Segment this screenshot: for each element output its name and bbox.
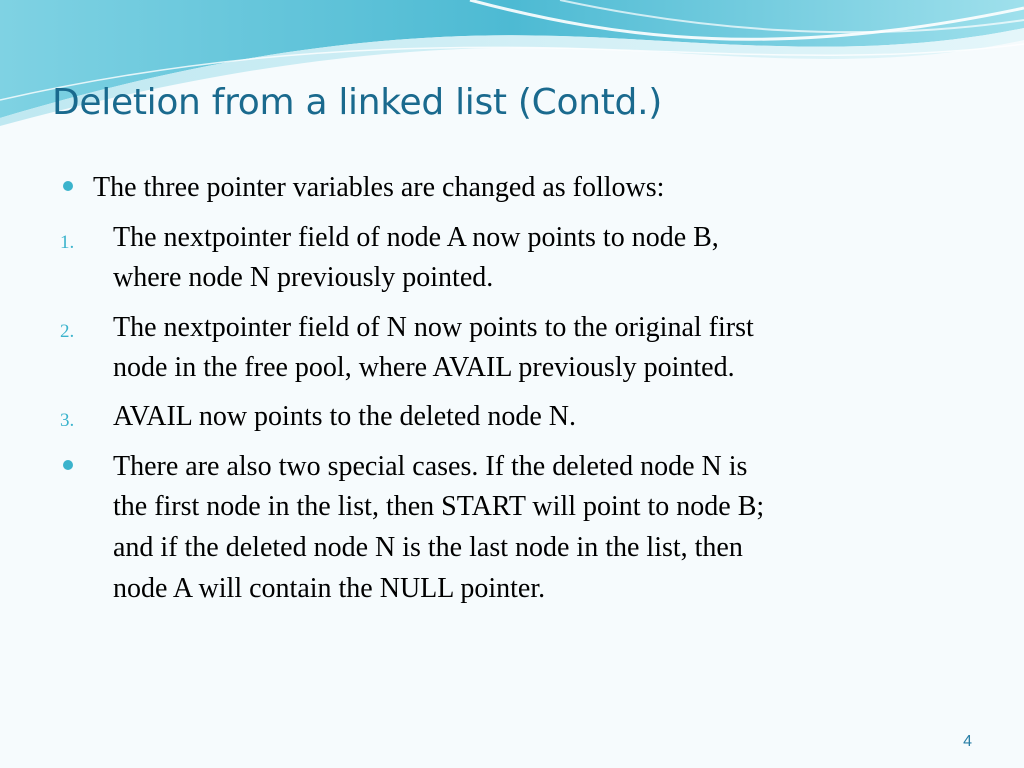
list-item-text: where node N previously pointed. (113, 262, 494, 293)
list-number: 2. (60, 321, 75, 342)
list-item-text: The nextpointer field of N now points to the original first (113, 312, 754, 343)
list-item-text: the first node in the list, then START will point to node B; (113, 491, 765, 522)
page-number: 4 (963, 733, 972, 750)
list-item-text: and if the deleted node N is the last node in the list, then (113, 532, 743, 563)
list-item-text: The nextpointer field of node A now points to node B, (113, 222, 719, 253)
list-number: 1. (60, 232, 75, 253)
slide-title: Deletion from a linked list (Contd.) (52, 82, 662, 123)
bullet-dot-icon (63, 460, 73, 470)
list-item-text: There are also two special cases. If the deleted node N is (113, 451, 748, 482)
list-item-text: AVAIL now points to the deleted node N. (113, 401, 576, 432)
list-number: 3. (60, 410, 75, 431)
bullet-dot-icon (63, 181, 73, 191)
list-item-text: node A will contain the NULL pointer. (113, 573, 546, 604)
list-item-text: The three pointer variables are changed as follows: (93, 172, 665, 203)
list-item-text: node in the free pool, where AVAIL previously pointed. (113, 352, 735, 383)
